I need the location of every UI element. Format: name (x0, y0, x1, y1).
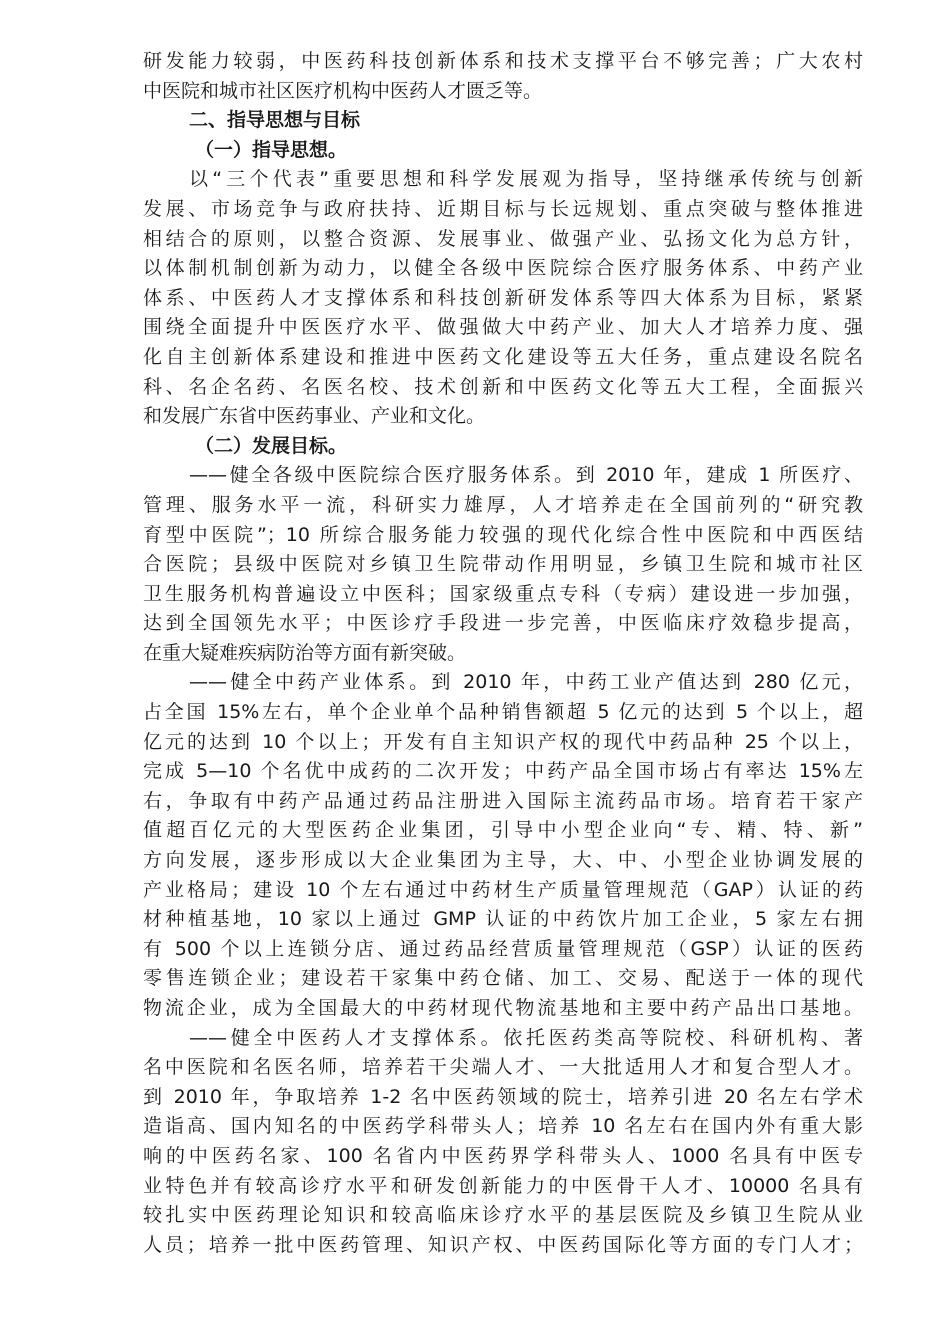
body-text-line: 人员；培养一批中医药管理、知识产权、中医药国际化等方面的专门人才； (143, 1233, 863, 1256)
body-text-line: 在重大疑难疾病防治等方面有新突破。 (143, 641, 467, 664)
body-text-line: 名中医院和名医名师，培养若干尖端人才、一大批适用人才和复合型人才。 (143, 1056, 863, 1079)
body-text-line: 育型中医院”；10 所综合服务能力较强的现代化综合性中医院和中西医结 (143, 523, 863, 546)
body-text-line: 零售连锁企业；建设若干家集中药仓储、加工、交易、配送于一体的现代 (143, 967, 863, 990)
body-text-line: 占全国 15%左右，单个企业单个品种销售额超 5 亿元的达到 5 个以上，超 (143, 701, 863, 724)
body-text-line: 发展、市场竞争与政府扶持、近期目标与长远规划、重点突破与整体推进 (143, 197, 863, 220)
body-text-line: 卫生服务机构普遍设立中医科；国家级重点专科（专病）建设进一步加强， (143, 582, 863, 605)
body-text-line: 材种植基地，10 家以上通过 GMP 认证的中药饮片加工企业，5 家左右拥 (143, 908, 863, 931)
body-text-line: 较扎实中医药理论知识和较高临床诊疗水平的基层医院及乡镇卫生院从业 (143, 1204, 863, 1227)
body-text-line: 相结合的原则，以整合资源、发展事业、做强产业、弘扬文化为总方针， (143, 227, 863, 250)
body-text-line: 以体制机制创新为动力，以健全各级中医院综合医疗服务体系、中药产业 (143, 257, 863, 280)
body-text-line: 体系、中医药人才支撑体系和科技创新研发体系等四大体系为目标，紧紧 (143, 286, 863, 309)
body-text-line: 业特色并有较高诊疗水平和研发创新能力的中医骨干人才、10000 名具有 (143, 1174, 863, 1197)
document-page (143, 47, 863, 1260)
body-text-line: 和发展广东省中医药事业、产业和文化。 (143, 405, 486, 428)
body-text-line: 亿元的达到 10 个以上；开发有自主知识产权的现代中药品种 25 个以上， (143, 730, 863, 753)
body-text-line: 有 500 个以上连锁分店、通过药品经营质量管理规范（GSP）认证的医药 (143, 937, 863, 960)
body-text-line: 右，争取有中药产品通过药品注册进入国际主流药品市场。培育若干家产 (143, 789, 863, 812)
body-text-line: 完成 5—10 个名优中成药的二次开发；中药产品全国市场占有率达 15%左 (143, 760, 863, 783)
body-text-line: 以“三个代表”重要思想和科学发展观为指导，坚持继承传统与创新 (189, 168, 863, 191)
subsection-heading: （二）发展目标。 (195, 434, 348, 457)
body-text-line: 物流企业，成为全国最大的中药材现代物流基地和主要中药产品出口基地。 (143, 997, 863, 1019)
body-text-line: 造诣高、国内知名的中医药学科带头人；培养 10 名左右在国内外有重大影 (143, 1115, 863, 1138)
body-text-line: 围绕全面提升中医医疗水平、做强做大中药产业、加大人才培养力度、强 (143, 316, 863, 339)
body-text-line: ——健全中药产业体系。到 2010 年，中药工业产值达到 280 亿元， (189, 671, 863, 694)
body-text-line: 产业格局；建设 10 个左右通过中药材生产质量管理规范（GAP）认证的药 (143, 878, 863, 901)
body-text-line: 方向发展，逐步形成以大企业集团为主导，大、中、小型企业协调发展的 (143, 849, 863, 872)
body-text-line: 研发能力较弱，中医药科技创新体系和技术支撑平台不够完善；广大农村 (143, 50, 863, 72)
body-text-line: 响的中医药名家、100 名省内中医药界学科带头人、1000 名具有中医专 (143, 1144, 863, 1167)
body-text-line: ——健全各级中医院综合医疗服务体系。到 2010 年，建成 1 所医疗、 (189, 464, 863, 487)
body-text-line: 达到全国领先水平；中医诊疗手段进一步完善，中医临床疗效稳步提高， (143, 612, 863, 635)
body-text-line: 化自主创新体系建设和推进中医药文化建设等五大任务，重点建设名院名 (143, 345, 863, 368)
section-heading: 二、指导思想与目标 (189, 109, 361, 132)
subsection-heading: （一）指导思想。 (195, 138, 348, 161)
body-text-line: 值超百亿元的大型医药企业集团，引导中小型企业向“专、精、特、新” (143, 819, 863, 842)
body-text-line: 中医院和城市社区医疗机构中医药人才匮乏等。 (143, 79, 543, 102)
body-text-line: 科、名企名药、名医名校、技术创新和中医药文化等五大工程，全面振兴 (143, 375, 863, 398)
body-text-line: 合医院；县级中医院对乡镇卫生院带动作用明显，乡镇卫生院和城市社区 (143, 553, 863, 576)
body-text-line: 管理、服务水平一流，科研实力雄厚，人才培养走在全国前列的“研究教 (143, 493, 863, 516)
body-text-line: 到 2010 年，争取培养 1-2 名中医药领域的院士，培养引进 20 名左右学术 (143, 1085, 863, 1108)
body-text-line: ——健全中医药人才支撑体系。依托医药类高等院校、科研机构、著 (189, 1026, 863, 1049)
